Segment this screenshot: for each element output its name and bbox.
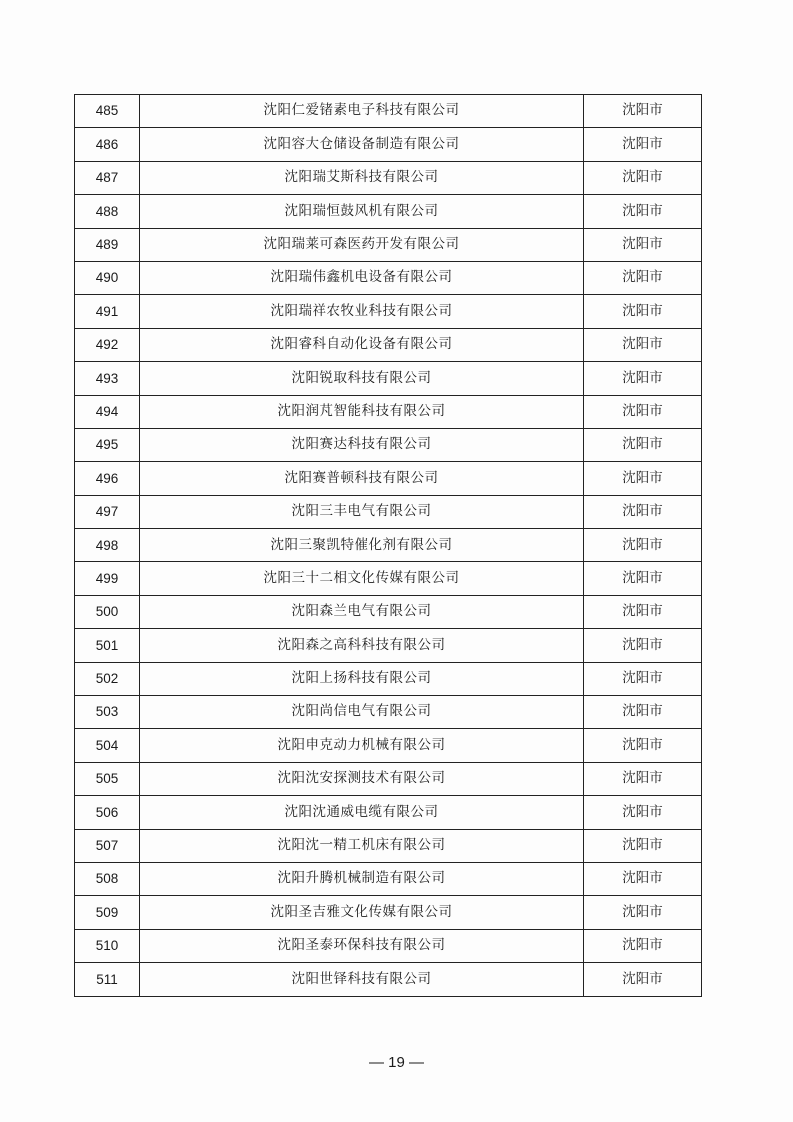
table-row <box>75 395 702 428</box>
page-number: — 19 — <box>368 1054 425 1071</box>
table-row <box>75 829 702 862</box>
row-number-cell: 498 <box>75 529 140 562</box>
row-number-cell: 501 <box>75 629 140 662</box>
region-cell: 沈阳市 <box>584 295 702 328</box>
company-name-cell: 沈阳润芃智能科技有限公司 <box>140 395 584 428</box>
table-row <box>75 261 702 294</box>
company-name-cell: 沈阳世铎科技有限公司 <box>140 963 584 996</box>
table-row <box>75 161 702 194</box>
company-name-cell: 沈阳圣泰环保科技有限公司 <box>140 929 584 962</box>
row-number-cell: 499 <box>75 562 140 595</box>
region-cell: 沈阳市 <box>584 629 702 662</box>
company-name-cell: 沈阳申克动力机械有限公司 <box>140 729 584 762</box>
row-number-cell: 486 <box>75 128 140 161</box>
row-number-cell: 505 <box>75 762 140 795</box>
region-cell: 沈阳市 <box>584 963 702 996</box>
region-cell: 沈阳市 <box>584 95 702 128</box>
company-name-cell: 沈阳锐取科技有限公司 <box>140 362 584 395</box>
table-row <box>75 595 702 628</box>
row-number-cell: 493 <box>75 362 140 395</box>
table-row <box>75 128 702 161</box>
table-row <box>75 796 702 829</box>
row-number-cell: 508 <box>75 862 140 895</box>
row-number-cell: 487 <box>75 161 140 194</box>
company-name-cell: 沈阳上扬科技有限公司 <box>140 662 584 695</box>
region-cell: 沈阳市 <box>584 529 702 562</box>
company-name-cell: 沈阳瑞莱可森医药开发有限公司 <box>140 228 584 261</box>
table-row <box>75 495 702 528</box>
company-name-cell: 沈阳三聚凯特催化剂有限公司 <box>140 529 584 562</box>
company-name-cell: 沈阳赛达科技有限公司 <box>140 428 584 461</box>
row-number-cell: 506 <box>75 796 140 829</box>
company-name-cell: 沈阳三丰电气有限公司 <box>140 495 584 528</box>
company-name-cell: 沈阳森兰电气有限公司 <box>140 595 584 628</box>
company-name-cell: 沈阳仁爱锗素电子科技有限公司 <box>140 95 584 128</box>
region-cell: 沈阳市 <box>584 495 702 528</box>
region-cell: 沈阳市 <box>584 762 702 795</box>
region-cell: 沈阳市 <box>584 328 702 361</box>
row-number-cell: 491 <box>75 295 140 328</box>
company-name-cell: 沈阳瑞艾斯科技有限公司 <box>140 161 584 194</box>
region-cell: 沈阳市 <box>584 195 702 228</box>
region-cell: 沈阳市 <box>584 462 702 495</box>
region-cell: 沈阳市 <box>584 929 702 962</box>
table-row <box>75 95 702 128</box>
row-number-cell: 497 <box>75 495 140 528</box>
row-number-cell: 507 <box>75 829 140 862</box>
company-name-cell: 沈阳尚信电气有限公司 <box>140 696 584 729</box>
company-name-cell: 沈阳睿科自动化设备有限公司 <box>140 328 584 361</box>
row-number-cell: 489 <box>75 228 140 261</box>
table-row <box>75 295 702 328</box>
row-number-cell: 502 <box>75 662 140 695</box>
region-cell: 沈阳市 <box>584 161 702 194</box>
region-cell: 沈阳市 <box>584 729 702 762</box>
row-number-cell: 509 <box>75 896 140 929</box>
company-name-cell: 沈阳沈通威电缆有限公司 <box>140 796 584 829</box>
company-name-cell: 沈阳沈安探测技术有限公司 <box>140 762 584 795</box>
table-row <box>75 228 702 261</box>
row-number-cell: 511 <box>75 963 140 996</box>
table-row <box>75 462 702 495</box>
row-number-cell: 500 <box>75 595 140 628</box>
company-name-cell: 沈阳三十二相文化传媒有限公司 <box>140 562 584 595</box>
company-name-cell: 沈阳瑞伟鑫机电设备有限公司 <box>140 261 584 294</box>
region-cell: 沈阳市 <box>584 896 702 929</box>
region-cell: 沈阳市 <box>584 829 702 862</box>
row-number-cell: 503 <box>75 696 140 729</box>
table-row <box>75 529 702 562</box>
table-row <box>75 862 702 895</box>
region-cell: 沈阳市 <box>584 662 702 695</box>
table-row <box>75 896 702 929</box>
table-row <box>75 729 702 762</box>
row-number-cell: 485 <box>75 95 140 128</box>
region-cell: 沈阳市 <box>584 362 702 395</box>
table-row <box>75 562 702 595</box>
table-row <box>75 428 702 461</box>
region-cell: 沈阳市 <box>584 562 702 595</box>
table-row <box>75 662 702 695</box>
company-name-cell: 沈阳瑞祥农牧业科技有限公司 <box>140 295 584 328</box>
row-number-cell: 492 <box>75 328 140 361</box>
company-name-cell: 沈阳沈一精工机床有限公司 <box>140 829 584 862</box>
row-number-cell: 504 <box>75 729 140 762</box>
company-name-cell: 沈阳瑞恒鼓风机有限公司 <box>140 195 584 228</box>
row-number-cell: 510 <box>75 929 140 962</box>
row-number-cell: 490 <box>75 261 140 294</box>
company-name-cell: 沈阳升腾机械制造有限公司 <box>140 862 584 895</box>
row-number-cell: 495 <box>75 428 140 461</box>
region-cell: 沈阳市 <box>584 862 702 895</box>
table-row <box>75 195 702 228</box>
company-name-cell: 沈阳容大仓储设备制造有限公司 <box>140 128 584 161</box>
region-cell: 沈阳市 <box>584 595 702 628</box>
table-row <box>75 362 702 395</box>
table-row <box>75 762 702 795</box>
table-row <box>75 629 702 662</box>
table-row <box>75 963 702 996</box>
company-name-cell: 沈阳赛普顿科技有限公司 <box>140 462 584 495</box>
company-name-cell: 沈阳森之高科科技有限公司 <box>140 629 584 662</box>
company-name-cell: 沈阳圣吉雅文化传媒有限公司 <box>140 896 584 929</box>
region-cell: 沈阳市 <box>584 395 702 428</box>
row-number-cell: 494 <box>75 395 140 428</box>
region-cell: 沈阳市 <box>584 228 702 261</box>
table-row <box>75 929 702 962</box>
region-cell: 沈阳市 <box>584 428 702 461</box>
row-number-cell: 488 <box>75 195 140 228</box>
table-row <box>75 328 702 361</box>
region-cell: 沈阳市 <box>584 128 702 161</box>
region-cell: 沈阳市 <box>584 261 702 294</box>
row-number-cell: 496 <box>75 462 140 495</box>
table-row <box>75 696 702 729</box>
region-cell: 沈阳市 <box>584 696 702 729</box>
region-cell: 沈阳市 <box>584 796 702 829</box>
table-body <box>75 95 702 997</box>
company-list-table <box>74 94 702 997</box>
